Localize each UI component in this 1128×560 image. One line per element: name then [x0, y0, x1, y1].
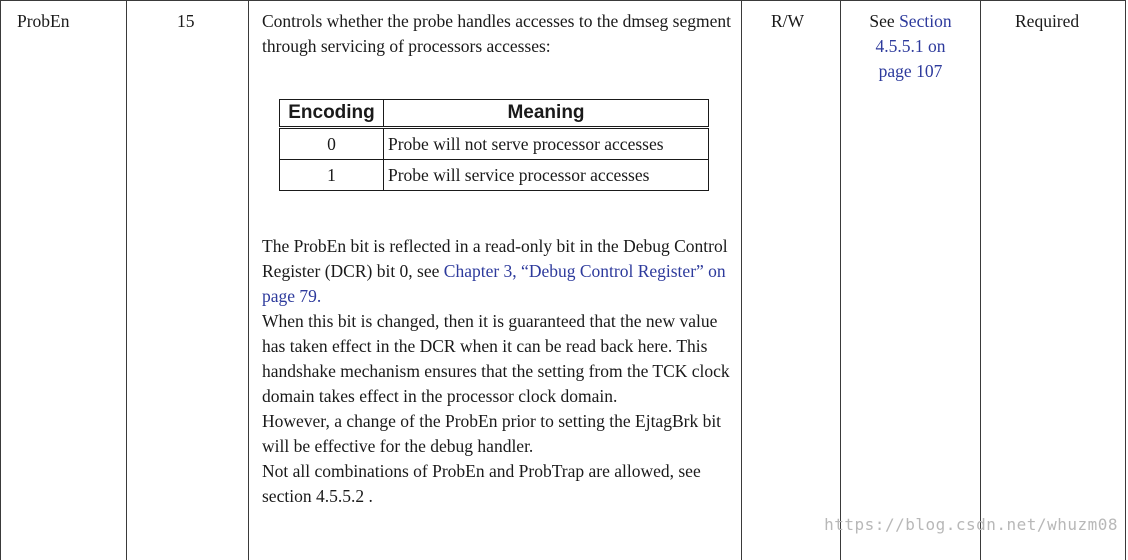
- watermark: https://blog.csdn.net/whuzm08: [824, 515, 1118, 534]
- description-intro: Controls whether the probe handles accesses to the dmseg segment through servicing of processors accesses:: [262, 11, 731, 56]
- encoding-value: 0: [280, 128, 384, 160]
- column-divider: [126, 0, 127, 560]
- column-divider: [1125, 0, 1126, 560]
- compliance: Required: [1015, 11, 1080, 31]
- meaning-header: Meaning: [384, 100, 709, 128]
- encoding-meaning: Probe will not serve processor accesses: [384, 128, 709, 160]
- reset-state: [841, 9, 980, 84]
- field-name: ProbEn: [17, 11, 70, 31]
- encoding-table: [279, 99, 709, 191]
- field-description: [262, 9, 732, 59]
- access-type: R/W: [771, 11, 805, 31]
- column-divider: [980, 0, 981, 560]
- section-link[interactable]: 4.5.5.1 on: [875, 36, 946, 56]
- section-link[interactable]: page 107: [878, 61, 943, 81]
- description-paragraph: When this bit is changed, then it is guaranteed that the new value has taken effect in the DCR when it can be read back here. This handshake mechanism ensures that the setting from the TCK clock domain takes effect in the processor clock domain.: [262, 311, 730, 406]
- description-paragraph: Not all combinations of ProbEn and ProbTrap are allowed, see section 4.5.5.2 .: [262, 461, 701, 506]
- description-paragraph: However, a change of the ProbEn prior to setting the EjtagBrk bit will be effective for the debug handler.: [262, 411, 722, 456]
- table-row: [280, 160, 709, 191]
- encoding-meaning: Probe will service processor accesses: [384, 160, 709, 191]
- column-divider: [741, 0, 742, 560]
- description-paragraph: [262, 234, 732, 309]
- section-link[interactable]: Section: [899, 11, 952, 31]
- reset-prefix: See: [869, 11, 900, 31]
- encoding-header: Encoding: [280, 100, 384, 128]
- column-divider: [248, 0, 249, 560]
- dcr-reflection-text: The ProbEn bit is reflected in a read-only bit in the Debug Control Register (DCR) bit 0, see: [262, 236, 728, 281]
- encoding-value: 1: [280, 160, 384, 191]
- chapter-3-link[interactable]: Chapter 3, “Debug Control Register” on page 79.: [262, 261, 726, 306]
- description-body: [262, 234, 732, 509]
- table-row: [280, 128, 709, 160]
- bit-number: 15: [177, 11, 195, 31]
- column-divider: [840, 0, 841, 560]
